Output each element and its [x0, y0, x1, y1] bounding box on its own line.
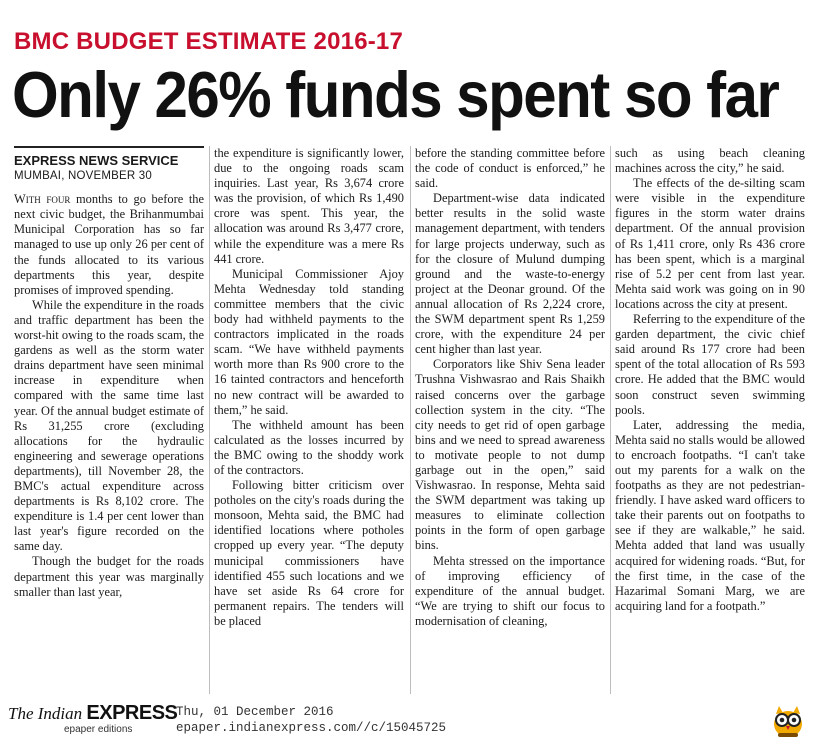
article-column-2 [214, 146, 404, 694]
column-rule [610, 146, 611, 694]
article-column-3 [415, 146, 605, 694]
print-stamp [176, 704, 446, 736]
paragraph: Later, addressing the media, Mehta said no stalls would be allowed to encroach footpaths. “I can't take out my parents for a walk on the footpaths as they are not pedestrian-friendly. I have asked ward officers to take their parents out on footpaths to see if they are walkable,” he said. Mehta added that land was usually acquired for widening roads. “But, for the first time, in the case of the Hazarimal Somani Marg, we are acquiring land for a footpath.” [615, 417, 805, 613]
section-kicker: BMC BUDGET ESTIMATE 2016-17 [14, 28, 404, 55]
paragraph: Municipal Commissioner Ajoy Mehta Wednesday told standing committee members that the civic body had withheld payments to the contractors implicated in the roads scam. “We have withheld payments worth more than Rs 900 crore to the 16 tainted contractors and henceforth no new contract will be awarded to them,” he said. [214, 266, 404, 417]
paragraph: The withheld amount has been calculated as the losses incurred by the BMC owing to the shoddy work of the contractors. [214, 417, 404, 477]
paragraph: While the expenditure in the roads and traffic department has been the worst-hit owing to the roads scam, the gardens as well as the storm water drains department have seen minimal increase in expenditure when compared with the same time last year. Of the annual budget estimate of Rs 31,255 crore (excluding allocations for the hydraulic engineering and sewerage operations departments), till November 28, the BMC's actual expenditure across departments is Rs 8,102 crore. The expenditure is 1.4 per cent lower than last year's figure recorded on the same day. [14, 297, 204, 554]
column-rule [410, 146, 411, 694]
paragraph: the expenditure is significantly lower, due to the ongoing roads scam inquiries. Last year, Rs 3,674 crore was the provision, of which Rs 1,490 crore was spent. This year, the allocation was around Rs 3,477 crore, while the expenditure was a mere Rs 441 crore. [214, 146, 404, 266]
paragraph: Corporators like Shiv Sena leader Trushna Vishwasrao and Rais Shaikh raised concerns over the garbage collection system in the city. “The city needs to get rid of open garbage bins and we need to spread awareness to motivate people to not dump garbage out in the open,” said Vishwasrao. In response, Mehta said the SWM department was taking up measures to eliminate collection points in the form of open garbage bins. [415, 357, 605, 553]
headline: Only 26% funds spent so far [12, 58, 779, 132]
column-rule [209, 146, 210, 694]
paragraph: Following bitter criticism over potholes on the city's roads during the monsoon, Mehta said, the BMC had identified locations where potholes cropped up every year. “The deputy municipal commissioners have identified 455 such locations and we have set aside Rs 64 crore for permanent repairs. The tenders will be placed [214, 478, 404, 628]
paragraph: Mehta stressed on the importance of improving efficiency of expenditure of the annual budget. “We are trying to shift our focus to modernisation of cleaning, [415, 553, 605, 628]
paragraph: such as using beach cleaning machines across the city,” he said. [615, 146, 805, 176]
dateline: MUMBAI, NOVEMBER 30 [14, 170, 152, 183]
paragraph: Though the budget for the roads department this year was marginally smaller than last year, [14, 554, 204, 599]
paragraph: The effects of the de-silting scam were visible in the expenditure figures in the storm water drains department. Of the annual provision of Rs 1,411 crore, only Rs 436 crore has been spent, which is a marginal rise of 5.2 per cent from last year. Mehta said work was going on in 90 locations across the city at present. [615, 176, 805, 311]
article-column-1 [14, 146, 204, 694]
edition-label: epaper editions [64, 724, 133, 735]
epaper-url[interactable]: epaper.indianexpress.com//c/15045725 [176, 721, 447, 735]
byline: EXPRESS NEWS SERVICE [14, 146, 204, 168]
lead-in: With four [14, 192, 71, 207]
paragraph: Department-wise data indicated better results in the solid waste management department, with tenders for large projects underway, such as for the closure of Mulund dumping ground and the waste-to-energy project at the Deonar ground. Of the annual allocation of Rs 2,224 crore, the SWM department spent Rs 1,259 crore, with the expenditure 24 per cent higher than last year. [415, 191, 605, 357]
owl-mascot-icon [770, 704, 806, 738]
print-date: Thu, 01 December 2016 [176, 705, 334, 719]
article-column-4 [615, 146, 805, 694]
paragraph: before the standing committee before the code of conduct is enforced,” he said. [415, 146, 605, 191]
article-body [14, 146, 804, 694]
indian-express-logo[interactable]: The Indian EXPRESS [8, 702, 178, 724]
paragraph: Referring to the expenditure of the garden department, the civic chief said around Rs 177 crore had been spent of the total allocation of Rs 593 crore. He added that the BMC would soon construct seven swimming pools. [615, 312, 805, 417]
paragraph: With four months to go before the next civic budget, the Brihanmumbai Municipal Corporation has so far managed to use up only 26 per cent of the funds allocated to its various departments this year, despite promises of improved spending. [14, 192, 204, 297]
epaper-footer [0, 700, 813, 741]
